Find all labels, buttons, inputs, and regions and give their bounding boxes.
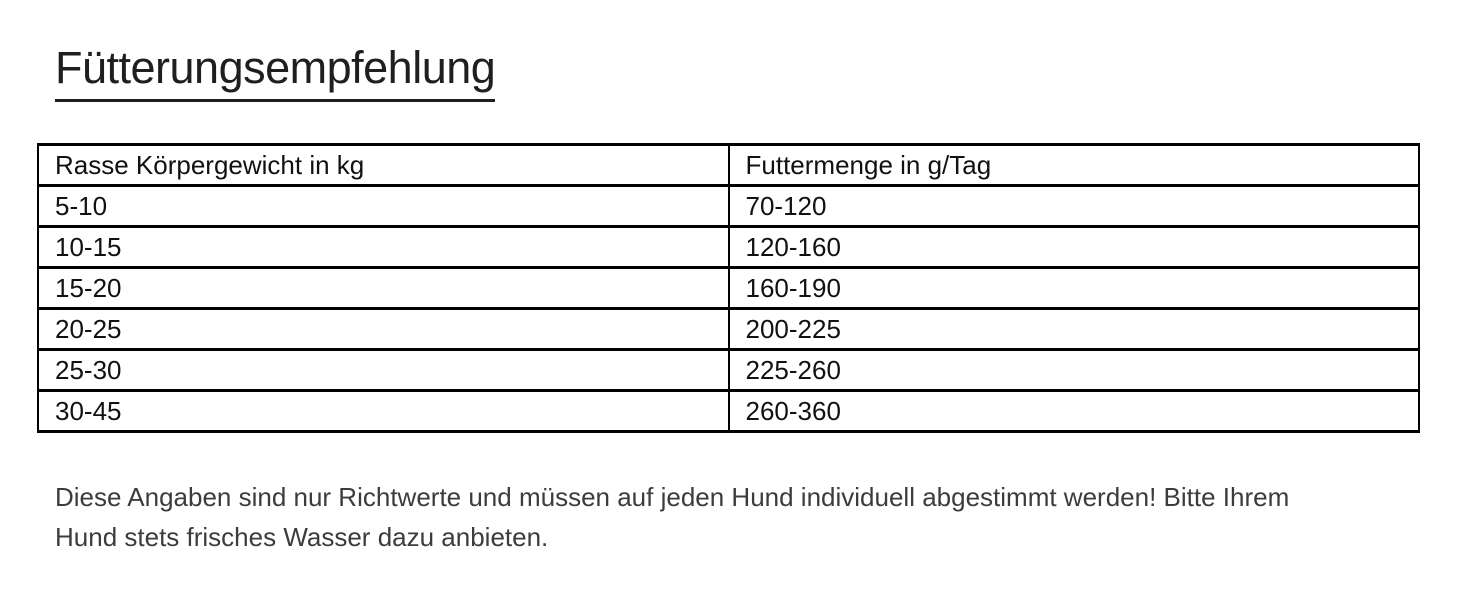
weight-cell: 5-10 (38, 186, 729, 227)
weight-cell: 10-15 (38, 227, 729, 268)
weight-cell: 15-20 (38, 268, 729, 309)
table-row (38, 268, 1419, 309)
weight-cell: 20-25 (38, 309, 729, 350)
weight-cell: 25-30 (38, 350, 729, 391)
amount-cell: 70-120 (729, 186, 1420, 227)
advisory-note-line: Hund stets frisches Wasser dazu anbieten. (55, 522, 549, 552)
amount-cell: 200-225 (729, 309, 1420, 350)
column-header-weight: Rasse Körpergewicht in kg (38, 145, 729, 186)
feeding-table (37, 143, 1420, 433)
advisory-note (55, 477, 1289, 557)
table-row (38, 309, 1419, 350)
amount-cell: 260-360 (729, 391, 1420, 432)
amount-cell: 225-260 (729, 350, 1420, 391)
table-row (38, 350, 1419, 391)
amount-cell: 160-190 (729, 268, 1420, 309)
page-title-text: Fütterungsempfehlung (55, 42, 495, 102)
header-row (38, 145, 1419, 186)
column-header-amount: Futtermenge in g/Tag (729, 145, 1420, 186)
amount-cell: 120-160 (729, 227, 1420, 268)
table-row (38, 391, 1419, 432)
table-row (38, 227, 1419, 268)
weight-cell: 30-45 (38, 391, 729, 432)
feeding-table-body (38, 186, 1419, 432)
advisory-note-line: Diese Angaben sind nur Richtwerte und müssen auf jeden Hund individuell abgestimmt werden! Bitte Ihrem (55, 482, 1290, 512)
feeding-table-header (38, 145, 1419, 186)
page-title (55, 42, 495, 102)
table-row (38, 186, 1419, 227)
